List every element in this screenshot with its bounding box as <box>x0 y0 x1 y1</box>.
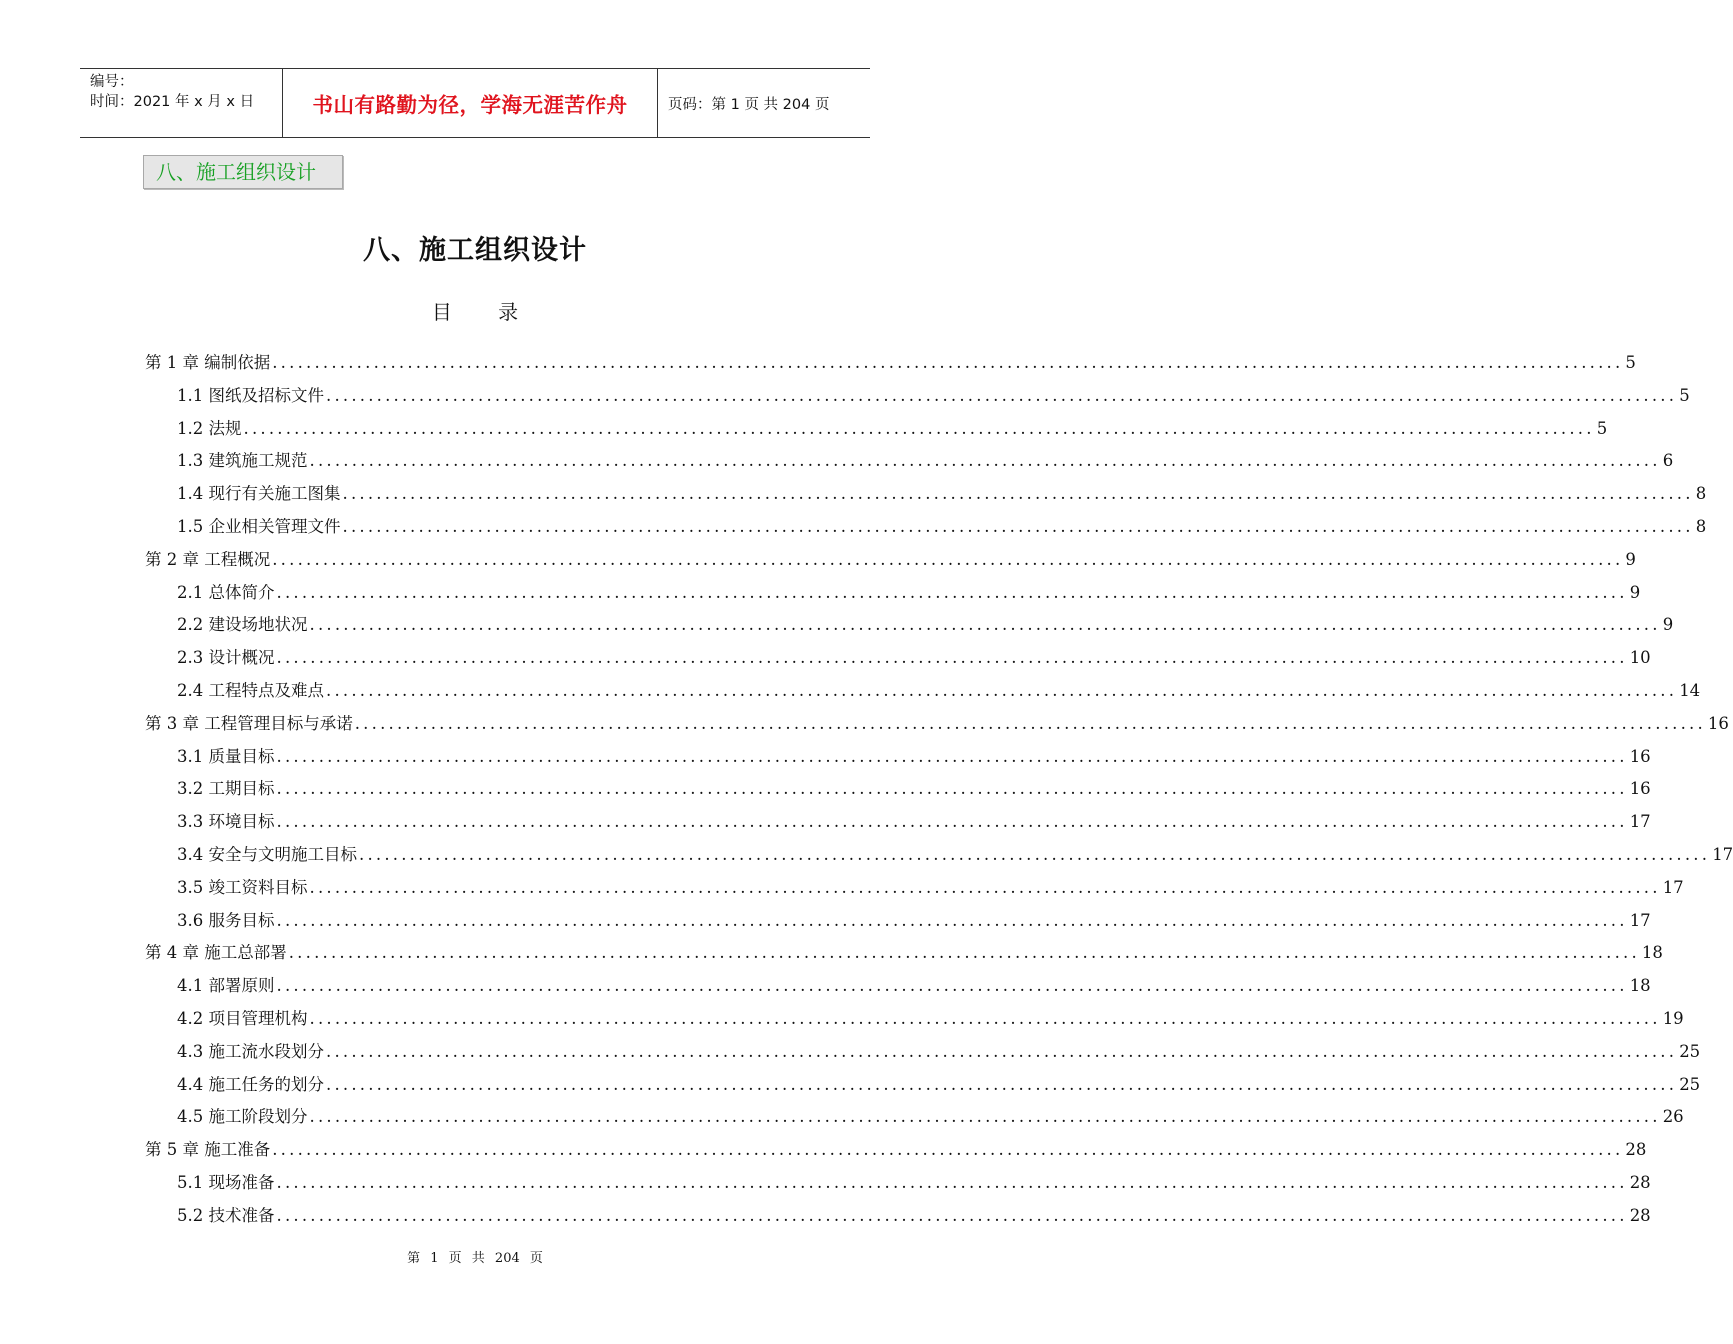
toc-entry[interactable] <box>177 637 1651 670</box>
toc-entry-label: 5.1 现场准备 <box>177 1173 275 1192</box>
toc-entry[interactable] <box>177 1031 1701 1064</box>
toc-entry-label: 2.1 总体简介 <box>177 582 275 602</box>
toc-entry[interactable] <box>177 768 1651 801</box>
toc-leader-dots: ................................................................................................................................................................ <box>326 1074 1678 1094</box>
toc-entry-label: 第 4 章 施工总部署 <box>145 943 287 963</box>
toc-entry-label: 4.2 项目管理机构 <box>177 1009 308 1028</box>
toc-entry[interactable] <box>177 998 1684 1031</box>
toc-leader-dots: ................................................................................................................................................................ <box>288 943 1640 963</box>
toc-leader-dots: ................................................................................................................................................................ <box>342 484 1694 504</box>
toc-entry[interactable] <box>145 342 1636 375</box>
page-footer: 第 1 页 共 204 页 <box>407 1251 543 1266</box>
toc-entry-label: 2.3 设计概况 <box>177 648 275 668</box>
document-header <box>80 68 870 138</box>
toc-entry[interactable] <box>177 900 1651 933</box>
toc-entry[interactable] <box>177 506 1707 539</box>
toc-entry-page: 28 <box>1625 1140 1647 1160</box>
toc-entry[interactable] <box>177 572 1641 605</box>
toc-entry-page: 9 <box>1625 549 1636 569</box>
toc-leader-dots: ................................................................................................................................................................ <box>243 418 1595 438</box>
toc-entry-label: 1.5 企业相关管理文件 <box>177 517 341 536</box>
toc-entry-label: 3.2 工期目标 <box>177 779 275 799</box>
toc-leader-dots: ................................................................................................................................................................ <box>309 1107 1661 1127</box>
toc-leader-dots: ................................................................................................................................................................ <box>276 1205 1628 1225</box>
toc-leader-dots: ................................................................................................................................................................ <box>276 976 1628 996</box>
toc-leader-dots: ................................................................................................................................................................ <box>359 845 1711 864</box>
toc-entry-page: 17 <box>1629 910 1651 930</box>
toc-entry-page: 8 <box>1695 517 1707 536</box>
toc-entry-label: 第 2 章 工程概况 <box>145 549 271 569</box>
header-page-info: 页码：第 1 页 共 204 页 <box>668 96 830 113</box>
toc-entry[interactable] <box>177 604 1674 637</box>
toc-leader-dots: ................................................................................................................................................................ <box>354 713 1706 733</box>
toc-entry-label: 3.1 质量目标 <box>177 746 275 766</box>
toc-entry-page: 18 <box>1641 943 1663 963</box>
toc-leader-dots: ................................................................................................................................................................ <box>276 910 1628 930</box>
toc-leader-dots: ................................................................................................................................................................ <box>272 549 1624 569</box>
toc-leader-dots: ................................................................................................................................................................ <box>309 877 1661 897</box>
toc-entry[interactable] <box>177 1096 1684 1129</box>
toc-entry[interactable] <box>177 375 1690 408</box>
toc-leader-dots: ................................................................................................................................................................ <box>309 451 1661 471</box>
toc-leader-dots: ................................................................................................................................................................ <box>326 1041 1678 1061</box>
header-motto: 书山有路勤为径，学海无涯苦作舟 <box>282 69 658 137</box>
toc-entry-label: 1.1 图纸及招标文件 <box>177 385 324 405</box>
toc-entry[interactable] <box>177 867 1684 900</box>
toc-entry-page: 16 <box>1629 779 1651 799</box>
document-title: 八、施工组织设计 <box>363 235 587 266</box>
toc-entry-label: 1.3 建筑施工规范 <box>177 451 308 471</box>
toc-entry[interactable] <box>177 473 1707 506</box>
toc-entry-label: 2.2 建设场地状况 <box>177 615 308 635</box>
header-date: 时间：2021 年 x 月 x 日 <box>90 94 255 110</box>
section-badge: 八、施工组织设计 <box>143 155 343 189</box>
toc-leader-dots: ................................................................................................................................................................ <box>272 353 1624 372</box>
toc-entry[interactable] <box>145 539 1636 572</box>
toc-entry[interactable] <box>177 834 1733 867</box>
toc-entry[interactable] <box>177 1162 1651 1195</box>
toc-entry-page: 6 <box>1662 451 1674 471</box>
toc-heading: 目 录 <box>431 300 539 324</box>
toc-entry[interactable] <box>177 965 1651 998</box>
toc-entry-label: 3.5 竣工资料目标 <box>177 877 308 897</box>
toc-entry[interactable] <box>177 1064 1701 1097</box>
toc-entry[interactable] <box>145 1129 1647 1162</box>
toc-entry[interactable] <box>177 670 1701 703</box>
toc-leader-dots: ................................................................................................................................................................ <box>276 648 1628 668</box>
toc-entry-label: 2.4 工程特点及难点 <box>177 681 324 700</box>
toc-entry-page: 25 <box>1679 1041 1701 1061</box>
toc-leader-dots: ................................................................................................................................................................ <box>272 1140 1624 1160</box>
toc-entry[interactable] <box>145 703 1729 736</box>
toc-entry-label: 第 3 章 工程管理目标与承诺 <box>145 713 353 733</box>
toc-entry-page: 10 <box>1629 648 1651 668</box>
toc-leader-dots: ................................................................................................................................................................ <box>276 779 1628 799</box>
toc-entry-page: 5 <box>1679 385 1690 405</box>
toc-entry-page: 28 <box>1629 1173 1651 1192</box>
toc-entry-label: 5.2 技术准备 <box>177 1205 275 1225</box>
toc-leader-dots: ................................................................................................................................................................ <box>309 1009 1661 1028</box>
toc-entry-label: 4.1 部署原则 <box>177 976 275 996</box>
toc-entry-page: 28 <box>1629 1205 1651 1225</box>
toc-entry-page: 5 <box>1596 418 1608 438</box>
toc-leader-dots: ................................................................................................................................................................ <box>276 812 1628 832</box>
toc-entry[interactable] <box>177 408 1608 441</box>
toc-entry[interactable] <box>177 1195 1651 1228</box>
toc-leader-dots: ................................................................................................................................................................ <box>276 582 1628 602</box>
toc-entry-page: 26 <box>1662 1107 1684 1127</box>
toc-leader-dots: ................................................................................................................................................................ <box>309 615 1661 635</box>
toc-entry[interactable] <box>177 801 1651 834</box>
toc-entry-page: 16 <box>1707 713 1729 733</box>
toc-entry-label: 第 1 章 编制依据 <box>145 353 271 372</box>
toc-entry-page: 18 <box>1629 976 1651 996</box>
toc-entry-page: 5 <box>1625 353 1636 372</box>
toc-entry-label: 3.6 服务目标 <box>177 910 275 930</box>
toc-entry-page: 17 <box>1712 845 1733 864</box>
toc-leader-dots: ................................................................................................................................................................ <box>342 517 1694 536</box>
toc-leader-dots: ................................................................................................................................................................ <box>276 746 1628 766</box>
toc-leader-dots: ................................................................................................................................................................ <box>326 385 1678 405</box>
toc-entry-page: 25 <box>1679 1074 1701 1094</box>
toc-entry-label: 1.4 现行有关施工图集 <box>177 484 341 504</box>
toc-entry-label: 3.4 安全与文明施工目标 <box>177 845 357 864</box>
toc-entry-page: 16 <box>1629 746 1651 766</box>
toc-entry-label: 1.2 法规 <box>177 418 242 438</box>
header-meta <box>80 69 282 137</box>
toc-entry[interactable] <box>177 440 1674 473</box>
toc-entry-label: 4.3 施工流水段划分 <box>177 1041 324 1061</box>
toc-entry-page: 9 <box>1662 615 1674 635</box>
toc-entry-page: 17 <box>1662 877 1684 897</box>
toc-leader-dots: ................................................................................................................................................................ <box>276 1173 1628 1192</box>
toc-entry-page: 9 <box>1629 582 1641 602</box>
toc-entry-label: 3.3 环境目标 <box>177 812 275 832</box>
toc-entry-page: 14 <box>1679 681 1701 700</box>
toc-entry[interactable] <box>145 932 1663 965</box>
toc-entry-page: 19 <box>1662 1009 1684 1028</box>
toc-entry-page: 8 <box>1695 484 1707 504</box>
toc-entry[interactable] <box>177 736 1651 769</box>
toc-entry-label: 4.5 施工阶段划分 <box>177 1107 308 1127</box>
serial-label: 编号： <box>90 74 134 90</box>
toc-entry-page: 17 <box>1629 812 1651 832</box>
toc-leader-dots: ................................................................................................................................................................ <box>326 681 1678 700</box>
toc-entry-label: 4.4 施工任务的划分 <box>177 1074 324 1094</box>
toc-entry-label: 第 5 章 施工准备 <box>145 1140 271 1160</box>
